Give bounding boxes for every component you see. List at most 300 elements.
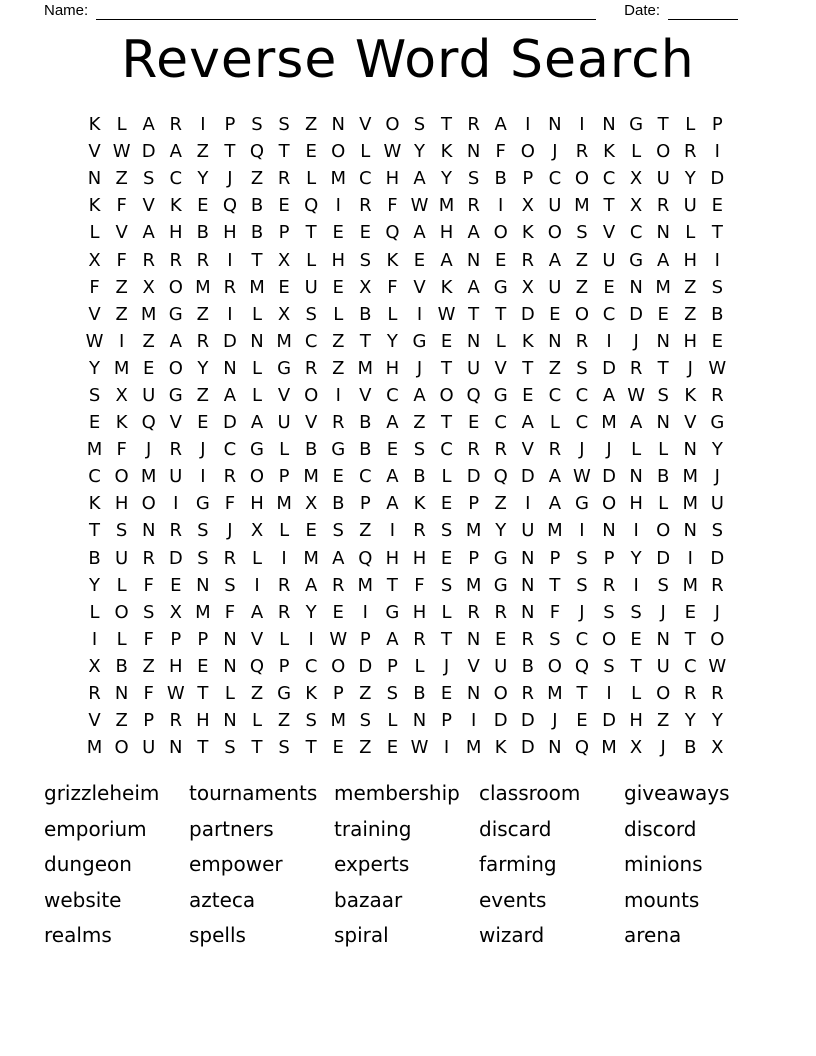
grid-letter: G — [195, 493, 210, 515]
grid-letter: R — [656, 195, 670, 217]
grid-letter: E — [549, 303, 561, 325]
grid-letter: E — [711, 195, 724, 217]
grid-letter: O — [141, 493, 156, 515]
grid-letter: E — [630, 628, 642, 650]
grid-letter: S — [142, 168, 155, 190]
grid-letter: P — [549, 547, 561, 569]
grid-letter: L — [279, 439, 290, 461]
grid-letter: O — [168, 357, 183, 379]
grid-letter: W — [166, 683, 185, 705]
grid-letter: N — [602, 114, 616, 136]
grid-letter: A — [548, 466, 562, 488]
grid-letter: T — [305, 222, 317, 244]
grid-letter: C — [386, 384, 399, 406]
grid-letter: L — [116, 574, 127, 596]
grid-letter: X — [169, 601, 182, 623]
grid-letter: S — [359, 710, 372, 732]
grid-letter: A — [413, 222, 426, 244]
grid-letter: Z — [548, 357, 562, 379]
grid-letter: G — [574, 493, 589, 515]
grid-letter: L — [279, 628, 290, 650]
grid-letter: V — [305, 412, 318, 434]
grid-letter: G — [493, 574, 508, 596]
grid-letter: I — [714, 141, 720, 163]
grid-letter: P — [359, 493, 371, 515]
grid-letter: I — [633, 520, 639, 542]
grid-letter: C — [629, 222, 643, 244]
grid-letter: I — [470, 710, 477, 732]
grid-letter: E — [603, 276, 615, 298]
grid-letter: U — [169, 466, 183, 488]
grid-letter: C — [575, 384, 589, 406]
grid-letter: M — [195, 601, 211, 623]
word-list-item: spiral — [334, 923, 389, 947]
grid-letter: P — [332, 683, 344, 705]
grid-letter: A — [657, 249, 670, 271]
grid-letter: C — [548, 168, 562, 190]
grid-letter: H — [223, 222, 237, 244]
grid-letter: A — [223, 384, 237, 406]
grid-letter: W — [708, 655, 727, 677]
grid-letter: V — [277, 384, 291, 406]
grid-letter: C — [494, 412, 507, 434]
grid-letter: M — [438, 195, 455, 217]
grid-letter: D — [520, 710, 535, 732]
grid-letter: N — [548, 114, 562, 136]
grid-letter: M — [357, 357, 374, 379]
grid-letter: L — [306, 249, 317, 271]
grid-letter: W — [85, 330, 104, 352]
grid-letter: S — [142, 601, 155, 623]
grid-letter: L — [251, 303, 263, 325]
grid-letter: S — [413, 439, 426, 461]
grid-letter: F — [387, 276, 398, 298]
grid-letter: I — [389, 520, 396, 542]
grid-letter: G — [629, 249, 644, 271]
grid-letter: D — [168, 547, 183, 569]
grid-letter: V — [88, 710, 101, 732]
grid-letter: Z — [304, 114, 318, 136]
word-list-item: spells — [189, 923, 246, 947]
grid-letter: T — [224, 141, 236, 163]
grid-letter: M — [547, 683, 563, 705]
grid-letter: O — [385, 114, 400, 136]
grid-letter: R — [277, 601, 291, 623]
grid-letter: I — [443, 737, 450, 759]
grid-row — [81, 490, 731, 517]
word-list — [44, 776, 786, 954]
grid-letter: U — [710, 493, 724, 515]
grid-letter: S — [197, 520, 209, 542]
grid-letter: M — [357, 574, 374, 596]
grid-letter: Z — [359, 737, 372, 759]
grid-letter: Y — [197, 168, 209, 190]
grid-letter: A — [548, 493, 562, 515]
grid-letter: I — [91, 628, 98, 650]
grid-letter: G — [168, 384, 183, 406]
grid-letter: R — [467, 114, 480, 136]
grid-letter: B — [196, 222, 210, 244]
grid-letter: C — [575, 412, 589, 434]
grid-letter: D — [602, 466, 616, 488]
grid-letter: A — [413, 384, 426, 406]
grid-row — [81, 680, 731, 707]
grid-letter: Z — [115, 168, 128, 190]
grid-letter: P — [386, 655, 398, 677]
grid-letter: U — [602, 249, 616, 271]
grid-letter: V — [521, 439, 534, 461]
grid-letter: E — [332, 466, 344, 488]
grid-letter: O — [547, 655, 562, 677]
grid-letter: J — [579, 439, 585, 461]
grid-row — [81, 626, 731, 653]
grid-letter: V — [467, 655, 480, 677]
grid-letter: S — [413, 114, 426, 136]
grid-letter: G — [710, 412, 725, 434]
grid-letter: W — [112, 141, 131, 163]
grid-letter: I — [173, 493, 179, 515]
grid-letter: O — [249, 466, 265, 488]
grid-letter: R — [88, 683, 101, 705]
grid-letter: G — [412, 330, 427, 352]
grid-letter: J — [443, 655, 450, 677]
grid-letter: N — [602, 520, 616, 542]
grid-letter: J — [660, 601, 666, 623]
grid-letter: S — [711, 520, 724, 542]
grid-letter: L — [224, 683, 235, 705]
grid-letter: E — [88, 412, 101, 434]
grid-letter: Z — [413, 412, 426, 434]
grid-letter: F — [143, 574, 154, 596]
grid-letter: C — [440, 439, 453, 461]
grid-letter: O — [304, 384, 319, 406]
date-field-line — [668, 4, 738, 20]
grid-letter: W — [573, 466, 591, 488]
grid-letter: N — [223, 628, 237, 650]
grid-letter: T — [251, 737, 263, 759]
grid-letter: M — [574, 195, 590, 217]
grid-letter: W — [708, 357, 727, 379]
grid-letter: B — [521, 655, 534, 677]
grid-letter: G — [493, 547, 508, 569]
grid-letter: J — [552, 141, 558, 163]
grid-letter: H — [385, 168, 400, 190]
grid-letter: V — [250, 628, 264, 650]
grid-letter: L — [279, 520, 290, 542]
grid-letter: G — [385, 601, 400, 623]
grid-letter: R — [575, 141, 589, 163]
grid-letter: T — [197, 737, 209, 759]
grid-letter: O — [114, 466, 129, 488]
grid-letter: D — [629, 303, 644, 325]
grid-letter: Y — [630, 547, 642, 569]
grid-letter: T — [603, 195, 615, 217]
grid-letter: N — [521, 547, 535, 569]
grid-letter: M — [303, 547, 319, 569]
grid-letter: G — [493, 276, 508, 298]
grid-letter: Z — [575, 249, 589, 271]
grid-letter: E — [657, 303, 669, 325]
grid-letter: N — [656, 628, 670, 650]
grid-letter: R — [629, 357, 643, 379]
grid-letter: Z — [684, 276, 697, 298]
grid-letter: P — [170, 628, 182, 650]
word-list-item: discard — [479, 816, 552, 841]
grid-letter: A — [467, 222, 480, 244]
name-field-line — [96, 4, 596, 20]
grid-letter: Y — [89, 357, 101, 379]
grid-letter: A — [521, 412, 534, 434]
grid-letter: B — [711, 303, 724, 325]
word-list-item: membership — [334, 781, 460, 805]
grid-row — [81, 599, 731, 626]
grid-letter: F — [143, 683, 154, 705]
grid-letter: Q — [249, 655, 265, 677]
grid-letter: S — [576, 574, 588, 596]
grid-letter: B — [250, 222, 264, 244]
grid-letter: I — [525, 114, 531, 136]
grid-letter: N — [466, 249, 481, 271]
grid-letter: Z — [277, 710, 291, 732]
grid-letter: V — [88, 141, 101, 163]
grid-row — [81, 328, 731, 355]
grid-letter: J — [633, 330, 639, 352]
grid-letter: H — [169, 655, 183, 677]
word-list-column — [44, 776, 189, 954]
grid-letter: T — [197, 683, 209, 705]
grid-row — [81, 463, 731, 490]
grid-letter: D — [493, 710, 508, 732]
grid-letter: U — [656, 655, 670, 677]
grid-letter: S — [603, 601, 615, 623]
grid-letter: F — [224, 601, 236, 623]
grid-letter: O — [601, 628, 617, 650]
grid-letter: V — [88, 303, 101, 325]
grid-letter: I — [227, 249, 233, 271]
grid-letter: Y — [305, 601, 317, 623]
grid-letter: D — [602, 357, 616, 379]
grid-letter: K — [521, 330, 534, 352]
grid-letter: W — [383, 141, 402, 163]
grid-letter: E — [440, 330, 453, 352]
grid-letter: O — [547, 222, 562, 244]
grid-letter: L — [251, 357, 263, 379]
grid-letter: Z — [142, 655, 155, 677]
word-list-item: empower — [189, 852, 283, 876]
grid-letter: T — [657, 357, 669, 379]
grid-letter: N — [466, 330, 481, 352]
word-list-item: events — [479, 887, 547, 912]
grid-letter: O — [601, 493, 617, 515]
grid-letter: D — [520, 303, 535, 325]
grid-letter: A — [332, 547, 345, 569]
grid-letter: J — [606, 439, 612, 461]
grid-letter: X — [277, 249, 291, 271]
grid-letter: M — [276, 330, 292, 352]
word-list-item: experts — [334, 852, 410, 876]
grid-letter: L — [414, 655, 425, 677]
grid-letter: G — [629, 114, 644, 136]
grid-letter: L — [441, 466, 452, 488]
grid-letter: E — [197, 195, 209, 217]
grid-letter: V — [359, 384, 372, 406]
grid-letter: F — [116, 249, 127, 271]
grid-letter: R — [413, 520, 426, 542]
grid-letter: J — [714, 466, 720, 488]
grid-letter: N — [466, 141, 481, 163]
grid-letter: T — [711, 222, 723, 244]
grid-letter: J — [687, 357, 693, 379]
grid-letter: R — [169, 439, 183, 461]
grid-letter: K — [603, 141, 615, 163]
grid-letter: L — [631, 141, 642, 163]
grid-row — [81, 436, 731, 463]
grid-letter: X — [115, 384, 128, 406]
grid-letter: C — [304, 655, 318, 677]
grid-letter: B — [332, 493, 345, 515]
grid-letter: X — [142, 276, 155, 298]
grid-letter: M — [601, 737, 617, 759]
grid-letter: A — [548, 249, 562, 271]
word-list-item: partners — [189, 816, 274, 841]
grid-row — [81, 274, 731, 301]
grid-letter: D — [222, 330, 237, 352]
grid-letter: O — [574, 168, 590, 190]
name-label: Name: — [44, 2, 89, 19]
grid-letter: K — [386, 249, 399, 271]
grid-letter: Z — [196, 303, 210, 325]
grid-letter: O — [114, 737, 129, 759]
grid-letter: O — [656, 683, 671, 705]
grid-letter: H — [439, 222, 454, 244]
grid-letter: M — [140, 466, 157, 488]
grid-letter: H — [331, 249, 346, 271]
word-search-grid — [81, 111, 731, 761]
grid-row — [81, 138, 731, 165]
grid-letter: S — [197, 547, 209, 569]
grid-letter: R — [494, 439, 507, 461]
grid-letter: I — [579, 520, 585, 542]
grid-letter: E — [413, 249, 426, 271]
grid-letter: I — [416, 303, 423, 325]
grid-letter: F — [143, 628, 154, 650]
grid-letter: H — [196, 710, 210, 732]
grid-letter: N — [114, 683, 129, 705]
grid-letter: L — [116, 114, 127, 136]
word-list-column — [189, 776, 334, 954]
grid-letter: E — [359, 222, 371, 244]
grid-letter: N — [331, 114, 345, 136]
grid-letter: A — [602, 384, 616, 406]
grid-letter: T — [576, 683, 588, 705]
grid-letter: H — [683, 330, 698, 352]
grid-letter: I — [308, 628, 314, 650]
grid-letter: Q — [222, 195, 238, 217]
word-list-item: wizard — [479, 923, 545, 947]
grid-letter: K — [684, 384, 697, 406]
grid-letter: Z — [684, 303, 697, 325]
grid-letter: L — [251, 384, 263, 406]
grid-row — [81, 572, 731, 599]
grid-letter: K — [413, 493, 426, 515]
grid-letter: B — [115, 655, 128, 677]
grid-letter: V — [115, 222, 128, 244]
grid-letter: O — [574, 303, 590, 325]
grid-letter: E — [440, 683, 453, 705]
grid-letter: P — [197, 628, 209, 650]
grid-row — [81, 111, 731, 138]
grid-letter: L — [549, 412, 560, 434]
grid-letter: F — [414, 574, 425, 596]
grid-letter: X — [629, 195, 643, 217]
grid-letter: Y — [684, 168, 696, 190]
grid-letter: M — [140, 303, 157, 325]
grid-letter: M — [113, 357, 130, 379]
grid-letter: J — [416, 357, 423, 379]
grid-letter: E — [278, 276, 290, 298]
grid-letter: Q — [466, 384, 481, 406]
grid-letter: B — [359, 412, 372, 434]
grid-letter: Q — [574, 655, 590, 677]
grid-letter: I — [714, 249, 720, 271]
grid-letter: M — [249, 276, 265, 298]
grid-letter: L — [251, 710, 263, 732]
grid-letter: V — [142, 195, 155, 217]
grid-letter: Q — [493, 466, 508, 488]
grid-letter: X — [629, 168, 643, 190]
grid-letter: N — [548, 330, 562, 352]
grid-letter: P — [143, 710, 155, 732]
grid-letter: X — [88, 249, 101, 271]
grid-letter: A — [142, 222, 155, 244]
grid-letter: S — [278, 737, 290, 759]
grid-letter: R — [223, 547, 237, 569]
grid-letter: J — [146, 439, 152, 461]
grid-letter: E — [197, 655, 209, 677]
grid-letter: Y — [684, 710, 696, 732]
grid-letter: G — [277, 683, 292, 705]
grid-letter: T — [495, 303, 507, 325]
grid-letter: N — [223, 655, 237, 677]
grid-letter: X — [359, 276, 372, 298]
grid-letter: X — [629, 737, 643, 759]
grid-letter: N — [521, 601, 535, 623]
grid-letter: E — [386, 439, 399, 461]
grid-letter: K — [521, 222, 534, 244]
grid-letter: B — [413, 683, 426, 705]
grid-letter: R — [223, 466, 237, 488]
grid-letter: E — [440, 493, 453, 515]
grid-letter: R — [169, 249, 183, 271]
grid-letter: A — [386, 628, 399, 650]
grid-letter: V — [413, 276, 426, 298]
grid-letter: R — [196, 249, 210, 271]
grid-letter: X — [711, 737, 724, 759]
grid-row — [81, 165, 731, 192]
grid-letter: R — [521, 628, 535, 650]
grid-letter: U — [548, 195, 562, 217]
grid-letter: Z — [575, 276, 589, 298]
grid-letter: X — [88, 655, 101, 677]
grid-letter: I — [362, 601, 368, 623]
grid-letter: S — [549, 628, 561, 650]
grid-letter: G — [277, 357, 292, 379]
word-list-item: giveaways — [624, 781, 730, 805]
grid-letter: N — [548, 737, 562, 759]
grid-letter: J — [552, 710, 558, 732]
grid-letter: R — [359, 195, 372, 217]
grid-letter: Z — [115, 303, 128, 325]
